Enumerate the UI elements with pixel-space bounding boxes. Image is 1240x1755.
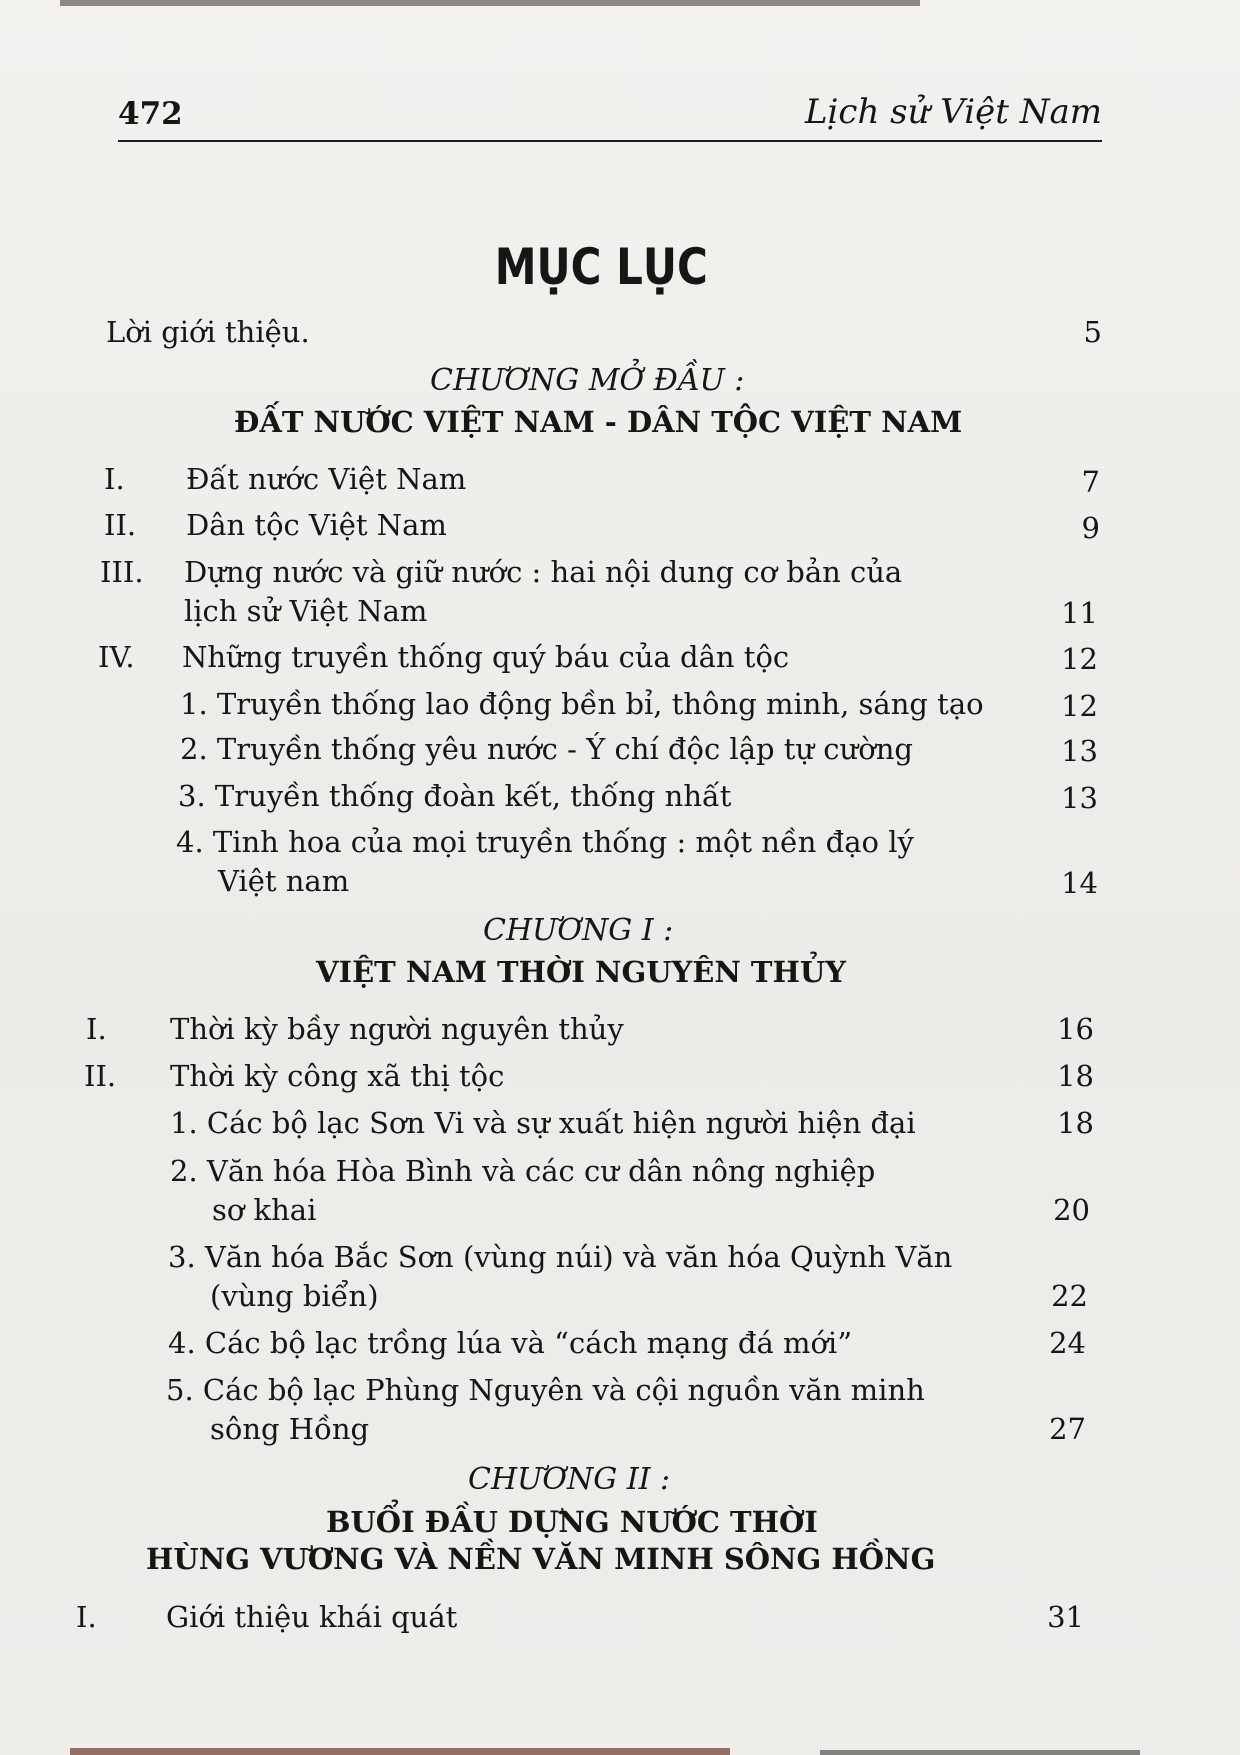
toc-entry-number: I. — [76, 1600, 97, 1634]
toc-subentry-page: 20 — [1053, 1193, 1090, 1227]
toc-entry-text: Đất nước Việt Nam — [186, 462, 467, 496]
chapter-2-subheading-cont: HÙNG VƯƠNG VÀ NỀN VĂN MINH SÔNG HỒNG — [146, 1542, 936, 1576]
chapter-2-subheading: BUỔI ĐẦU DỰNG NƯỚC THỜI — [326, 1505, 818, 1539]
toc-subentry-text-cont: Việt nam — [218, 864, 350, 898]
toc-entry-page: 12 — [1061, 642, 1098, 676]
toc-subentry-page: 13 — [1061, 734, 1098, 768]
toc-entry-number: II. — [104, 508, 137, 542]
chapter-1-subheading: VIỆT NAM THỜI NGUYÊN THỦY — [316, 955, 846, 989]
toc-entry-number: I. — [86, 1012, 107, 1046]
toc-title: MỤC LỤC — [494, 238, 708, 296]
toc-entry-text: Dân tộc Việt Nam — [186, 508, 447, 542]
toc-subentry-text: 4. Các bộ lạc trồng lúa và “cách mạng đá mới” — [168, 1326, 853, 1360]
toc-subentry-text: 5. Các bộ lạc Phùng Nguyên và cội nguồn văn minh — [166, 1373, 925, 1407]
running-title: Lịch sử Việt Nam — [804, 92, 1102, 132]
toc-subentry-page: 13 — [1061, 781, 1098, 815]
top-edge-line — [60, 0, 920, 6]
toc-entry-text: Những truyền thống quý báu của dân tộc — [182, 640, 790, 674]
page-header — [118, 92, 1102, 142]
toc-entry-text: Dựng nước và giữ nước : hai nội dung cơ bản của — [184, 555, 903, 589]
toc-subentry-text: 4. Tinh hoa của mọi truyền thống : một nền đạo lý — [176, 825, 914, 859]
toc-entry-page: 16 — [1057, 1012, 1094, 1046]
toc-subentry-page: 24 — [1049, 1326, 1086, 1360]
chapter-opening-subheading: ĐẤT NƯỚC VIỆT NAM - DÂN TỘC VIỆT NAM — [234, 405, 963, 439]
chapter-2-heading: CHƯƠNG II : — [468, 1462, 671, 1497]
toc-subentry-text: 3. Truyền thống đoàn kết, thống nhất — [178, 779, 732, 813]
toc-subentry-text-cont: sông Hồng — [210, 1412, 370, 1446]
toc-entry-page: 9 — [1081, 511, 1100, 545]
toc-entry-number: IV. — [98, 640, 135, 674]
toc-entry-text: Thời kỳ bầy người nguyên thủy — [170, 1012, 624, 1046]
toc-subentry-text: 2. Văn hóa Hòa Bình và các cư dân nông nghiệp — [170, 1154, 876, 1188]
toc-subentry-page: 18 — [1057, 1106, 1094, 1140]
toc-entry-number: III. — [100, 555, 144, 589]
bottom-edge-line-right — [820, 1750, 1140, 1755]
toc-intro-label: Lời giới thiệu. — [106, 315, 310, 349]
page-number: 472 — [118, 96, 183, 132]
chapter-1-heading: CHƯƠNG I : — [483, 913, 674, 948]
toc-entry-text: Giới thiệu khái quát — [166, 1600, 458, 1634]
chapter-opening-heading: CHƯƠNG MỞ ĐẦU : — [430, 363, 745, 398]
toc-subentry-text: 2. Truyền thống yêu nước - Ý chí độc lập tự cường — [180, 732, 913, 766]
toc-entry-number: II. — [84, 1059, 117, 1093]
toc-subentry-page: 12 — [1061, 689, 1098, 723]
toc-subentry-page: 22 — [1051, 1279, 1088, 1313]
toc-subentry-page: 27 — [1049, 1412, 1086, 1446]
toc-intro-page: 5 — [1083, 315, 1102, 349]
toc-entry-page: 18 — [1057, 1059, 1094, 1093]
toc-subentry-text-cont: (vùng biển) — [210, 1279, 379, 1313]
toc-entry-text: Thời kỳ công xã thị tộc — [170, 1059, 505, 1093]
toc-entry-page: 11 — [1061, 596, 1098, 630]
toc-subentry-page: 14 — [1061, 866, 1098, 900]
toc-subentry-text: 3. Văn hóa Bắc Sơn (vùng núi) và văn hóa Quỳnh Văn — [168, 1240, 953, 1274]
toc-entry-number: I. — [104, 462, 125, 496]
toc-entry-text-cont: lịch sử Việt Nam — [184, 594, 428, 628]
toc-subentry-text: 1. Các bộ lạc Sơn Vi và sự xuất hiện người hiện đại — [170, 1106, 916, 1140]
toc-entry-page: 7 — [1081, 465, 1100, 499]
toc-subentry-text: 1. Truyền thống lao động bền bỉ, thông minh, sáng tạo — [180, 687, 984, 721]
toc-subentry-text-cont: sơ khai — [212, 1193, 317, 1227]
bottom-edge-line — [70, 1748, 730, 1755]
toc-entry-page: 31 — [1047, 1600, 1084, 1634]
